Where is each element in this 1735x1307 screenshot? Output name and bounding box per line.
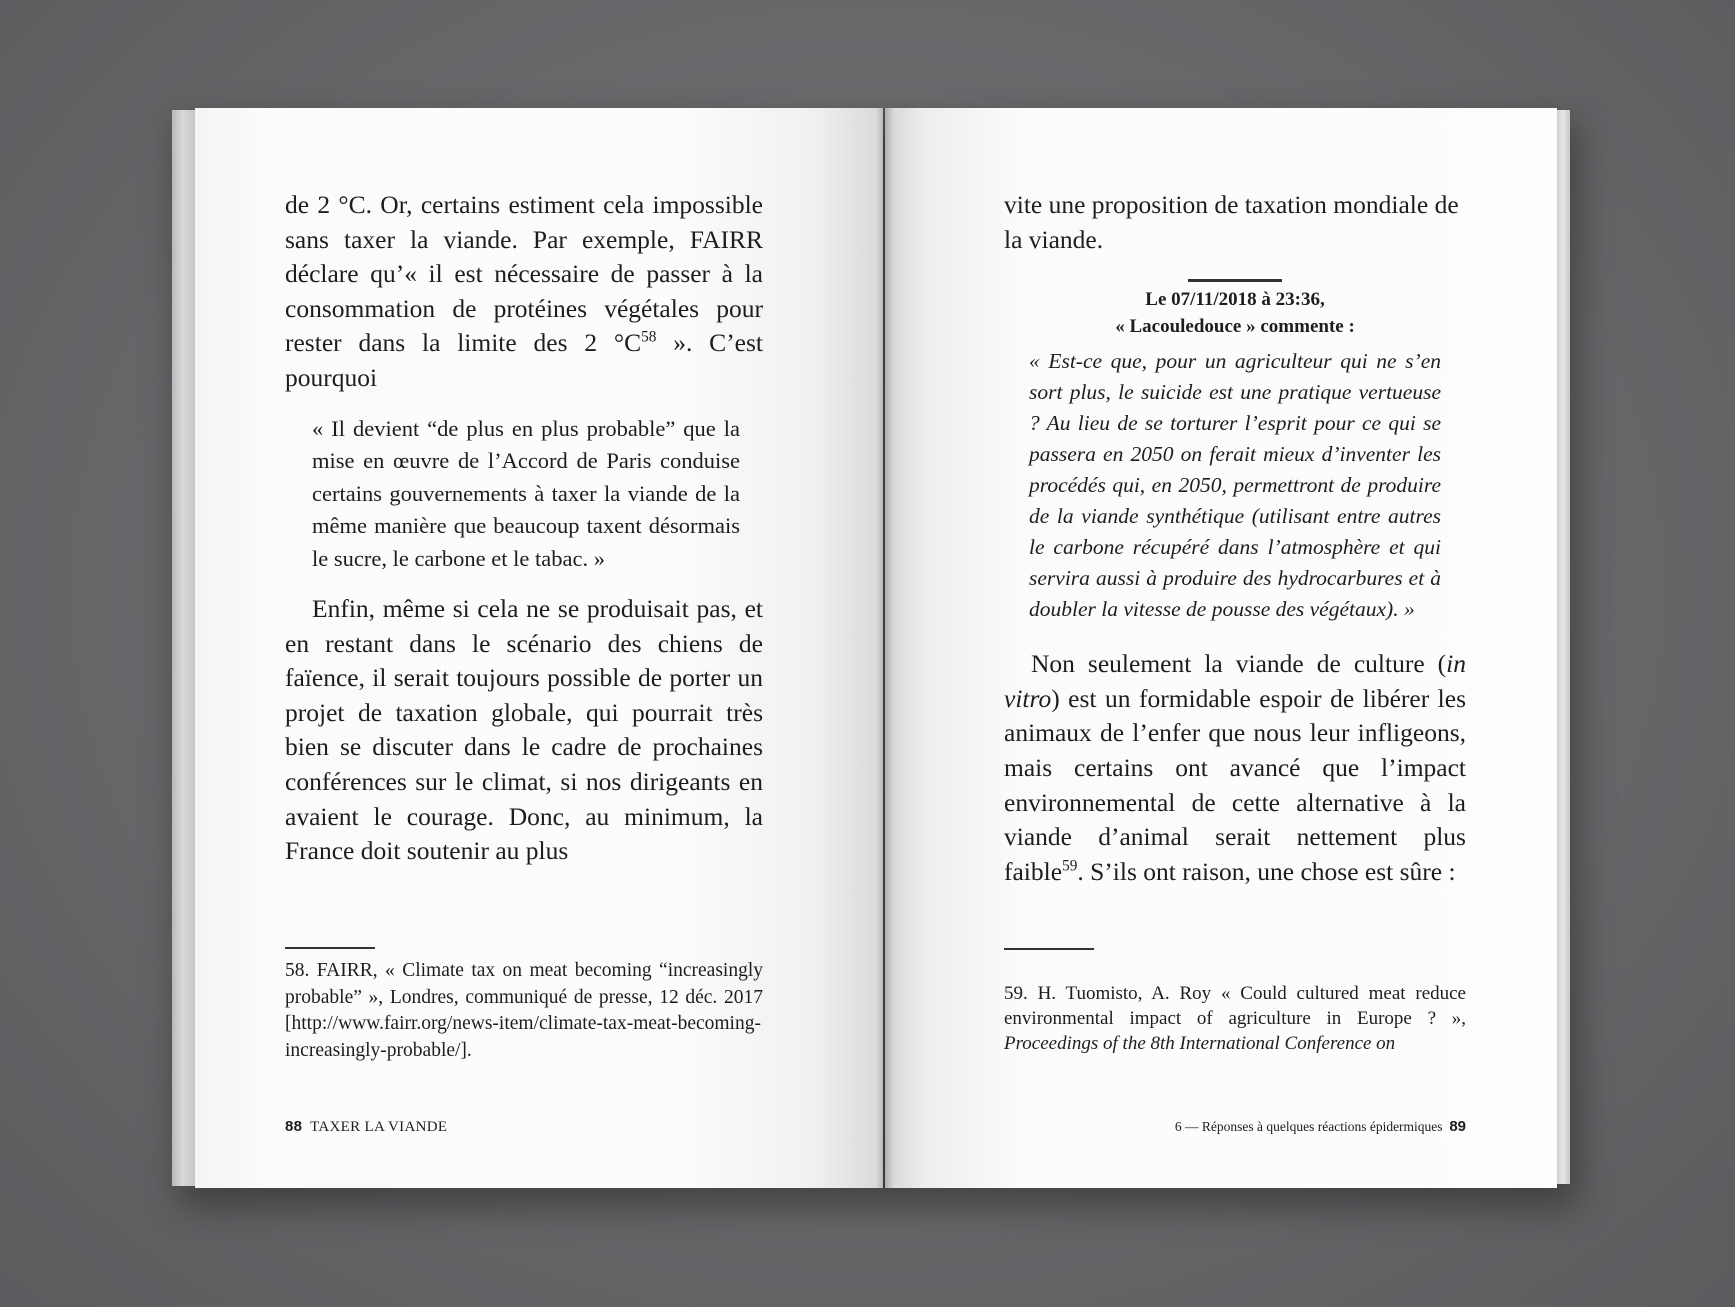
left-paragraph-1: de 2 °C. Or, certains estiment cela impossible sans taxer la viande. Par exemple, FAIRR déclare qu’« il est nécessaire de passer à la consommation de protéines végétales pour rester dans la limite des 2 $^\circ C^{58}$ ». C’est pourquoi xyxy=(285,190,764,392)
footnote-59: 59. H. Tuomisto, A. Roy « Could cultured meat reduce environmental impact of agriculture in Europe ? », Proceedings of the 8th International Conference on xyxy=(1004,983,1466,1054)
comment-author: « Lacouledouce » commente : xyxy=(1115,316,1355,338)
comment-date: Le 07/11/2018 à 23:36, xyxy=(1145,289,1325,311)
page-number-right: 89 xyxy=(1449,1118,1466,1135)
right-paragraph-1: vite une proposition de taxation mondiale de la viande. xyxy=(1004,190,1459,254)
right-folio xyxy=(1175,1118,1466,1135)
right-page-stack-edge xyxy=(1556,110,1570,1184)
left-folio xyxy=(285,1118,447,1136)
left-paragraph-2: Enfin, même si cela ne se produisait pas, et en restant dans le scénario des chiens de faïence, il serait toujours possible de porter un projet de taxation globale, qui pourrait très bien se discuter dans le cadre de prochaines conférences sur le climat, si nos dirigeants en avaient le courage. Donc, au minimum, la France doit soutenir au plus xyxy=(285,594,763,866)
footnote-ref-59: 59 xyxy=(1062,857,1078,875)
footnote-58: 58. FAIRR, « Climate tax on meat becoming “increasingly probable” », Londres, communiqué de presse, 12 déc. 2017 [http://www.fairr.org/news-item/climate-tax-meat-becoming-increasingly-probable/]. xyxy=(285,960,763,1061)
comment-quote: « Est-ce que, pour un agriculteur qui ne s’en sort plus, le suicide est une pratique vertueuse ? Au lieu de se torturer l’esprit pour ce qui se passera en 2050 on ferait mieux d’inventer les procédés qui, en 2050, permettront de produire de la viande synthétique (utilisant entre autres le carbone récupéré dans l’atmosphère et qui servira aussi à produire des hydrocarbures et à doubler la vitesse de pousse des végétaux). » xyxy=(1029,349,1441,622)
footnote-divider xyxy=(285,947,375,949)
page-number-left: 88 xyxy=(285,1118,303,1135)
left-page xyxy=(195,108,883,1188)
running-head-right: 6 — Réponses à quelques réactions épidermiques xyxy=(1174,1119,1443,1134)
footnote-ref-58: 58 xyxy=(641,328,657,346)
right-page-text xyxy=(1004,188,1466,889)
book-gutter xyxy=(876,108,894,1188)
footnote-divider xyxy=(1004,948,1094,950)
block-quote: « Il devient “de plus en plus probable” que la mise en œuvre de l’Accord de Paris conduise certains gouvernements à taxer la viande de la même manière que beaucoup taxent désormais le sucre, le carbone et le tabac. » xyxy=(312,415,740,571)
right-page xyxy=(885,108,1557,1188)
left-page-text xyxy=(285,188,763,869)
comment-divider xyxy=(1188,279,1282,282)
comment-header xyxy=(1004,286,1466,340)
right-paragraph-2: Non seulement la viande de culture (in vitro) est un formidable espoir de libérer les animaux de l’enfer que nous leur infligeons, mais certains ont avancé que l’impact environnemental de cette alternative à la viande d’animal serait nettement plus faible$^{59}$. S’ils ont raison, une chose est sûre : xyxy=(1004,649,1466,886)
left-page-stack-edge xyxy=(172,110,196,1186)
running-head-left: TAXER LA VIANDE xyxy=(310,1119,448,1135)
